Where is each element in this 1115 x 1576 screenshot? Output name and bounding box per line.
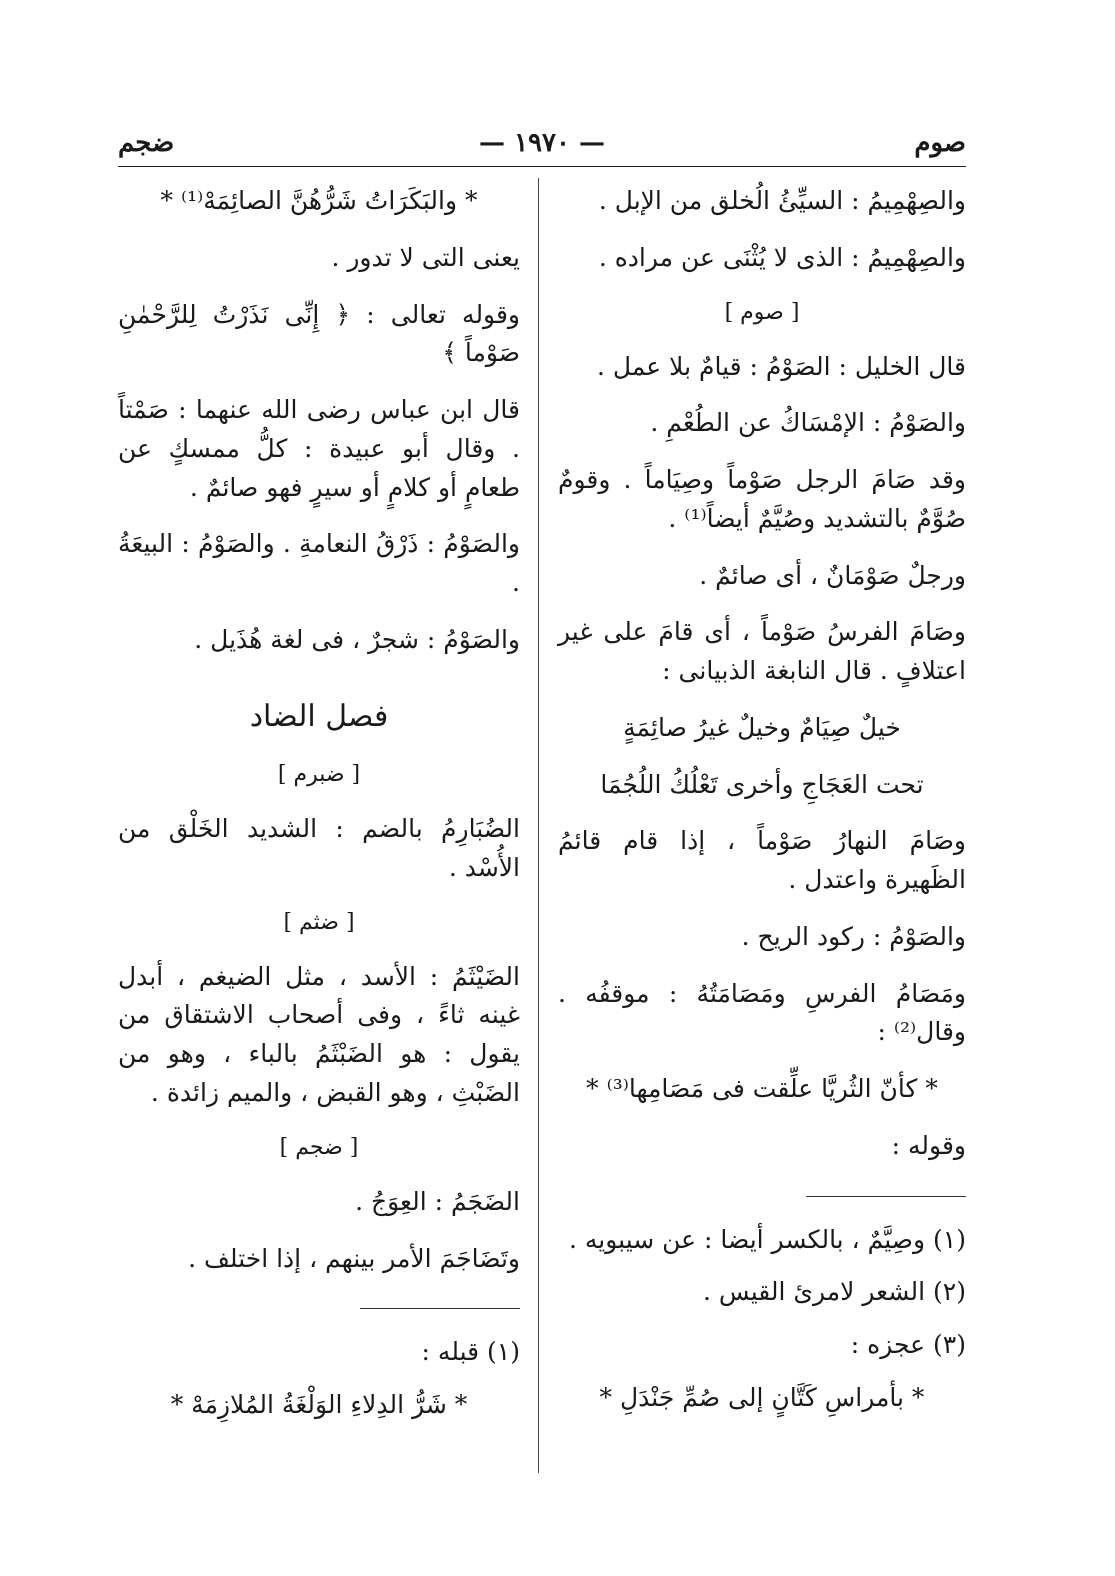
entry-line: قال الخليل : الصَوْمُ : قيامٌ بلا عمل . [597, 351, 966, 381]
entry-line: وقوله : [891, 1130, 966, 1160]
entry-line: والصَوْمُ : ركود الريح . [741, 921, 966, 951]
right-column [558, 182, 966, 1432]
footnote: (١) قبله : [421, 1337, 520, 1367]
entry-line: ورجلٌ صَوْمَانٌ ، أى صائمٌ . [699, 560, 966, 590]
footnotes [558, 1221, 966, 1418]
footnote-verse: * بأمراسِ كَتَّانٍ إلى صُمِّ جَنْدَلِ * [599, 1382, 925, 1412]
header-root-word-left: ضجم [118, 128, 175, 158]
column-divider [538, 178, 539, 1473]
page-header [118, 128, 966, 164]
entry-line: والصَوْمُ : شجرٌ ، فى لغة هُذَيل . [194, 624, 520, 654]
footnote: (٣) عجزه : [850, 1330, 966, 1360]
root-heading: [ ضثم ] [283, 909, 355, 935]
footnote-divider [360, 1308, 520, 1309]
verse-line: * والبَكَرَاتُ شَرُّهُنَّ الصائِمَهْ⁽¹⁾ * [160, 186, 478, 215]
footnote: (٢) الشعر لامرئ القيس . [702, 1277, 966, 1307]
left-column [118, 182, 520, 1439]
root-heading: [ صوم ] [724, 299, 800, 325]
root-heading: [ ضجم ] [279, 1134, 359, 1160]
entry-line: وتَضَاجَمَ الأمر بينهم ، إذا اختلف . [188, 1243, 520, 1273]
entry-line: والصِهْمِيمُ : السيِّئُ الُخلق من الإبل . [598, 186, 966, 215]
entry-line: والصِهْمِيمُ : الذى لا يُثْنَى عن مراده . [598, 242, 966, 272]
root-heading: [ ضبرم ] [277, 762, 361, 787]
entry-line: قال ابن عباس رضى الله عنهما : صَمْتاً . وقال أبو عبيدة : كلُّ ممسكٍ عن طعامٍ أو كلامٍ أو سيرٍ فهو صائمٌ . [118, 395, 520, 502]
entry-line: وصَامَ الفرسُ صَوْماً ، أى قامَ على غير اعتلافٍ . قال النابغة الذبيانى : [558, 617, 966, 686]
entry-line: الضَجَمُ : العِوَجُ . [355, 1186, 520, 1216]
footnote: (١) وصِيَّمٌ ، بالكسر أيضا : عن سيبويه . [568, 1224, 966, 1254]
entry-line: والصَوْمُ : ذَرْقُ النعامةِ . والصَوْمُ : البيعَةُ . [118, 529, 520, 597]
entry-line: الضُبَارِمُ بالضم : الشديد الخَلْق من الأُسْد . [118, 814, 520, 882]
footnote-verse: * شَرُّ الدِلاءِ الوَلْغَةُ المُلازِمَهْ * [170, 1390, 468, 1420]
entry-line: يعنى التى لا تدور . [331, 242, 520, 272]
entry-line: وقوله تعالى : ﴿ إِنِّى نَذَرْتُ لِلرَّحْمٰنِ صَوْماً ﴾ [118, 299, 520, 368]
verse-line: تحت العَجَاجِ وأخرى تَعْلُكُ اللُجُمَا [600, 769, 924, 799]
entry-line: ومَصَامُ الفرسِ ومَصَامَتُهُ : موقفُه . وقال⁽²⁾ : [558, 978, 966, 1047]
footnotes [118, 1333, 520, 1425]
verse-line: * كأنّ الثُريَّا علِّقت فى مَصَامِها⁽³⁾ * [586, 1074, 938, 1104]
header-root-word-right: صوم [914, 128, 966, 158]
entry-line: والصَوْمُ : الإمْسَاكُ عن الطُعْمِ . [650, 408, 966, 438]
footnote-divider [806, 1196, 966, 1197]
page-number: — ١٩٧٠ — [479, 128, 605, 158]
entry-line: الضَيْثَمُ : الأسد ، مثل الضيغم ، أبدل غينه ثاءً ، وفى أصحاب الاشتقاق من يقول : هو الضَبْثَمُ بالباء ، وهو من الضَبْثِ ، وهو القبض ، والميم زائدة . [118, 961, 520, 1107]
entry-line: وقد صَامَ الرجل صَوْماً وصِيَاماً . وقومٌ صُوَّمٌ بالتشديد وصُيَّمٌ أيضاً⁽¹⁾ . [558, 465, 966, 533]
section-heading: فصل الضاد [249, 698, 389, 734]
header-divider [118, 166, 966, 167]
verse-line: خيلٌ صِيَامٌ وخيلٌ غيرُ صائِمَةٍ [623, 712, 901, 742]
entry-line: وصَامَ النهارُ صَوْماً ، إذا قام قائمُ الظَهيرة واعتدل . [558, 826, 966, 895]
